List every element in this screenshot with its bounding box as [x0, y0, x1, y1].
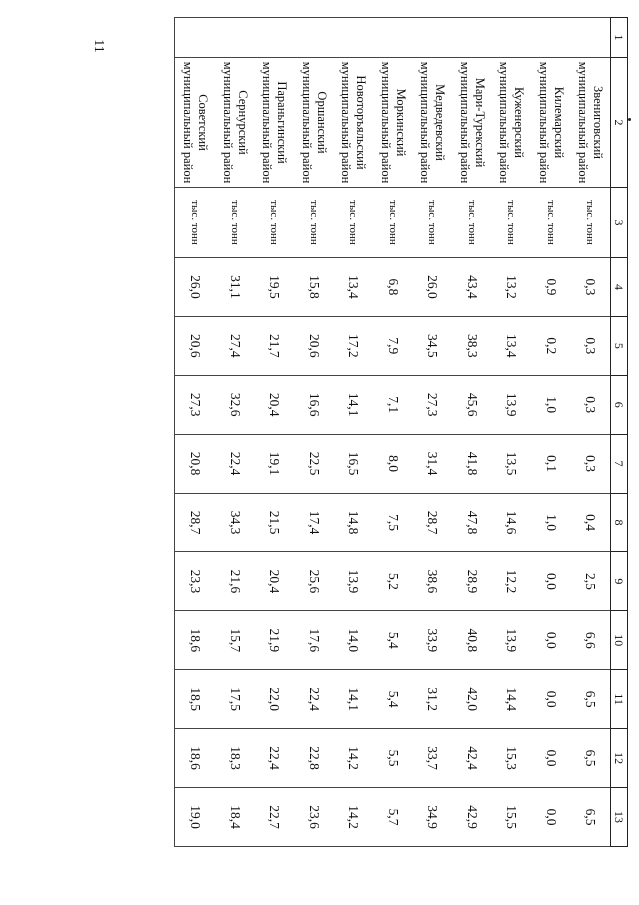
- scan-speck: [628, 118, 631, 121]
- value-cell: 13,9: [492, 375, 532, 434]
- value-cell: 40,8: [452, 611, 492, 670]
- value-cell: 17,6: [294, 611, 334, 670]
- value-cell: 18,5: [175, 670, 215, 729]
- value-cell: 6,8: [373, 258, 413, 317]
- table-body: [175, 18, 611, 847]
- district-name-cell: [255, 58, 295, 188]
- district-name-cell: [215, 58, 255, 188]
- value-cell: 27,3: [175, 375, 215, 434]
- value-cell: 27,4: [215, 316, 255, 375]
- column-number-cell: 10: [611, 611, 628, 670]
- unit-cell: тыс. тонн: [175, 188, 215, 258]
- unit-cell: тыс. тонн: [531, 188, 571, 258]
- value-cell: 14,0: [334, 611, 374, 670]
- table-row: [492, 18, 532, 847]
- unit-cell: тыс. тонн: [452, 188, 492, 258]
- district-name: Сернурский: [235, 90, 250, 155]
- value-cell: 5,5: [373, 729, 413, 788]
- unit-cell: тыс. тонн: [255, 188, 295, 258]
- district-type: муниципальный район: [457, 61, 472, 184]
- value-cell: 22,5: [294, 434, 334, 493]
- value-cell: 13,5: [492, 434, 532, 493]
- value-cell: 15,5: [492, 788, 532, 847]
- value-cell: 22,8: [294, 729, 334, 788]
- district-name-cell: [452, 58, 492, 188]
- district-name: Медведевский: [433, 84, 448, 161]
- value-cell: 13,4: [492, 316, 532, 375]
- value-cell: 17,4: [294, 493, 334, 552]
- value-cell: 0,0: [531, 611, 571, 670]
- unit-cell: тыс. тонн: [571, 188, 611, 258]
- value-cell: 34,3: [215, 493, 255, 552]
- page-number: 11: [91, 39, 106, 53]
- rotated-page-content: [111, 17, 628, 847]
- column-number-cell: 3: [611, 188, 628, 258]
- value-cell: 20,6: [294, 316, 334, 375]
- value-cell: 0,3: [571, 258, 611, 317]
- value-cell: 8,0: [373, 434, 413, 493]
- value-cell: 19,1: [255, 434, 295, 493]
- value-cell: 16,5: [334, 434, 374, 493]
- value-cell: 41,8: [452, 434, 492, 493]
- unit-cell: тыс. тонн: [215, 188, 255, 258]
- value-cell: 0,9: [531, 258, 571, 317]
- value-cell: 0,3: [571, 316, 611, 375]
- value-cell: 28,7: [413, 493, 453, 552]
- district-name-cell: [413, 58, 453, 188]
- district-type: муниципальный район: [497, 61, 512, 184]
- value-cell: 16,6: [294, 375, 334, 434]
- value-cell: 33,7: [413, 729, 453, 788]
- value-cell: 13,4: [334, 258, 374, 317]
- row-number-cell: [334, 18, 374, 58]
- table-row: [413, 18, 453, 847]
- table-row: [215, 18, 255, 847]
- row-number-cell: [452, 18, 492, 58]
- value-cell: 1,0: [531, 375, 571, 434]
- district-name: Мари-Турекский: [472, 77, 487, 168]
- district-name-cell: [373, 58, 413, 188]
- value-cell: 18,4: [215, 788, 255, 847]
- value-cell: 20,4: [255, 552, 295, 611]
- value-cell: 33,9: [413, 611, 453, 670]
- value-cell: 13,9: [492, 611, 532, 670]
- unit-cell: тыс. тонн: [413, 188, 453, 258]
- district-name-cell: [531, 58, 571, 188]
- row-number-cell: [255, 18, 295, 58]
- value-cell: 7,9: [373, 316, 413, 375]
- value-cell: 32,6: [215, 375, 255, 434]
- column-number-cell: 13: [611, 788, 628, 847]
- column-number-cell: 11: [611, 670, 628, 729]
- value-cell: 0,3: [571, 375, 611, 434]
- value-cell: 23,3: [175, 552, 215, 611]
- row-number-cell: [571, 18, 611, 58]
- column-number-cell: 4: [611, 258, 628, 317]
- value-cell: 38,3: [452, 316, 492, 375]
- value-cell: 22,7: [255, 788, 295, 847]
- value-cell: 6,5: [571, 788, 611, 847]
- column-number-cell: 5: [611, 316, 628, 375]
- district-name-cell: [571, 58, 611, 188]
- value-cell: 2,5: [571, 552, 611, 611]
- value-cell: 15,3: [492, 729, 532, 788]
- value-cell: 34,9: [413, 788, 453, 847]
- district-name: Килемарский: [551, 86, 566, 159]
- district-type: муниципальный район: [536, 61, 551, 184]
- value-cell: 17,2: [334, 316, 374, 375]
- value-cell: 1,0: [531, 493, 571, 552]
- column-number-cell: 6: [611, 375, 628, 434]
- value-cell: 27,3: [413, 375, 453, 434]
- value-cell: 19,0: [175, 788, 215, 847]
- district-name-cell: [334, 58, 374, 188]
- row-number-cell: [492, 18, 532, 58]
- unit-cell: тыс. тонн: [373, 188, 413, 258]
- value-cell: 21,7: [255, 316, 295, 375]
- district-type: муниципальный район: [418, 61, 433, 184]
- unit-cell: тыс. тонн: [492, 188, 532, 258]
- value-cell: 42,4: [452, 729, 492, 788]
- value-cell: 42,0: [452, 670, 492, 729]
- value-cell: 18,6: [175, 611, 215, 670]
- row-number-cell: [531, 18, 571, 58]
- value-cell: 13,9: [334, 552, 374, 611]
- value-cell: 20,4: [255, 375, 295, 434]
- table-row: [531, 18, 571, 847]
- value-cell: 5,4: [373, 670, 413, 729]
- district-name: Параньгинский: [275, 81, 290, 164]
- district-name-cell: [294, 58, 334, 188]
- value-cell: 14,2: [334, 788, 374, 847]
- row-number-cell: [413, 18, 453, 58]
- table-row: [255, 18, 295, 847]
- table-row: [334, 18, 374, 847]
- district-name: Новоторъяльский: [354, 75, 369, 170]
- data-table: [175, 17, 629, 847]
- value-cell: 43,4: [452, 258, 492, 317]
- row-number-cell: [175, 18, 215, 58]
- value-cell: 45,6: [452, 375, 492, 434]
- district-type: муниципальный район: [220, 61, 235, 184]
- district-name: Моркинский: [393, 88, 408, 157]
- value-cell: 12,2: [492, 552, 532, 611]
- value-cell: 5,2: [373, 552, 413, 611]
- value-cell: 6,5: [571, 670, 611, 729]
- value-cell: 17,5: [215, 670, 255, 729]
- value-cell: 21,6: [215, 552, 255, 611]
- column-number-cell: 7: [611, 434, 628, 493]
- unit-cell: тыс. тонн: [294, 188, 334, 258]
- value-cell: 14,6: [492, 493, 532, 552]
- value-cell: 22,4: [294, 670, 334, 729]
- value-cell: 13,2: [492, 258, 532, 317]
- row-number-cell: [373, 18, 413, 58]
- value-cell: 0,0: [531, 552, 571, 611]
- value-cell: 38,6: [413, 552, 453, 611]
- value-cell: 6,5: [571, 729, 611, 788]
- value-cell: 7,1: [373, 375, 413, 434]
- value-cell: 26,0: [175, 258, 215, 317]
- district-name: Звениговский: [591, 86, 606, 159]
- value-cell: 18,3: [215, 729, 255, 788]
- value-cell: 0,1: [531, 434, 571, 493]
- district-type: муниципальный район: [378, 61, 393, 184]
- value-cell: 14,1: [334, 375, 374, 434]
- value-cell: 14,4: [492, 670, 532, 729]
- value-cell: 14,8: [334, 493, 374, 552]
- column-number-row: [611, 18, 628, 847]
- value-cell: 0,2: [531, 316, 571, 375]
- district-name: Советский: [196, 94, 211, 151]
- value-cell: 15,7: [215, 611, 255, 670]
- value-cell: 0,0: [531, 670, 571, 729]
- value-cell: 18,6: [175, 729, 215, 788]
- district-name-cell: [492, 58, 532, 188]
- district-type: муниципальный район: [339, 61, 354, 184]
- value-cell: 5,4: [373, 611, 413, 670]
- value-cell: 20,8: [175, 434, 215, 493]
- value-cell: 7,5: [373, 493, 413, 552]
- table-row: [175, 18, 215, 847]
- value-cell: 31,1: [215, 258, 255, 317]
- column-number-cell: 8: [611, 493, 628, 552]
- row-number-cell: [294, 18, 334, 58]
- column-number-cell: 9: [611, 552, 628, 611]
- table-row: [452, 18, 492, 847]
- value-cell: 0,0: [531, 729, 571, 788]
- value-cell: 28,9: [452, 552, 492, 611]
- value-cell: 21,5: [255, 493, 295, 552]
- district-type: муниципальный район: [181, 61, 196, 184]
- unit-cell: тыс. тонн: [334, 188, 374, 258]
- table-row: [373, 18, 413, 847]
- district-name: Оршанский: [314, 91, 329, 154]
- value-cell: 26,0: [413, 258, 453, 317]
- value-cell: 22,4: [215, 434, 255, 493]
- value-cell: 42,9: [452, 788, 492, 847]
- district-type: муниципальный район: [576, 61, 591, 184]
- value-cell: 25,6: [294, 552, 334, 611]
- value-cell: 5,7: [373, 788, 413, 847]
- row-number-cell: [215, 18, 255, 58]
- value-cell: 6,6: [571, 611, 611, 670]
- value-cell: 22,0: [255, 670, 295, 729]
- value-cell: 14,1: [334, 670, 374, 729]
- value-cell: 31,4: [413, 434, 453, 493]
- table-row: [294, 18, 334, 847]
- table-row: [571, 18, 611, 847]
- value-cell: 14,2: [334, 729, 374, 788]
- column-number-cell: 12: [611, 729, 628, 788]
- value-cell: 22,4: [255, 729, 295, 788]
- district-name-cell: [175, 58, 215, 188]
- value-cell: 34,5: [413, 316, 453, 375]
- column-number-cell: 1: [611, 18, 628, 58]
- district-type: муниципальный район: [299, 61, 314, 184]
- value-cell: 31,2: [413, 670, 453, 729]
- value-cell: 23,6: [294, 788, 334, 847]
- value-cell: 15,8: [294, 258, 334, 317]
- value-cell: 0,4: [571, 493, 611, 552]
- value-cell: 28,7: [175, 493, 215, 552]
- district-name: Куженерский: [512, 87, 527, 158]
- column-number-cell: 2: [611, 58, 628, 188]
- value-cell: 19,5: [255, 258, 295, 317]
- value-cell: 20,6: [175, 316, 215, 375]
- value-cell: 47,8: [452, 493, 492, 552]
- value-cell: 0,3: [571, 434, 611, 493]
- value-cell: 0,0: [531, 788, 571, 847]
- district-type: муниципальный район: [260, 61, 275, 184]
- value-cell: 21,9: [255, 611, 295, 670]
